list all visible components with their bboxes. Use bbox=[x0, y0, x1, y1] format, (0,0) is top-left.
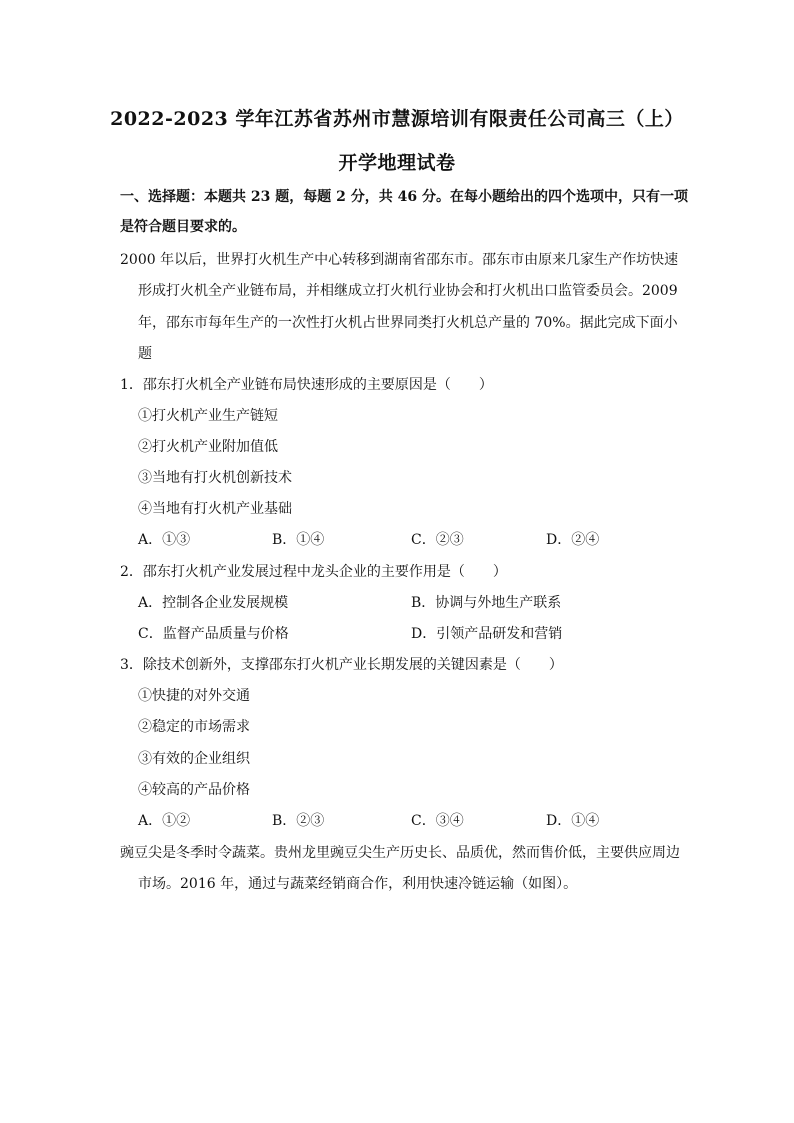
question-2-option-d[interactable]: D．引领产品研发和营销 bbox=[411, 626, 563, 642]
exam-title-line-2: 开学地理试卷 bbox=[338, 152, 456, 174]
question-1-option-b[interactable]: B．①④ bbox=[272, 532, 325, 548]
passage-1-line-4: 题 bbox=[138, 346, 152, 362]
passage-1-line-3: 年，邵东市每年生产的一次性打火机占世界同类打火机总产量的 70%。据此完成下面小 bbox=[138, 315, 678, 331]
question-1-item-3: ③当地有打火机创新技术 bbox=[138, 470, 292, 486]
question-1-option-a[interactable]: A．①③ bbox=[138, 532, 191, 548]
question-3-item-3: ③有效的企业组织 bbox=[138, 751, 250, 767]
question-1-stem: 1．邵东打火机全产业链布局快速形成的主要原因是（ ） bbox=[120, 377, 493, 393]
question-2-option-b[interactable]: B．协调与外地生产联系 bbox=[411, 595, 562, 611]
question-3-option-d[interactable]: D．①④ bbox=[546, 813, 600, 829]
question-3-stem: 3．除技术创新外，支撑邵东打火机产业长期发展的关键因素是（ ） bbox=[120, 657, 563, 673]
question-3-option-c[interactable]: C．③④ bbox=[411, 813, 464, 829]
question-1-option-d[interactable]: D．②④ bbox=[546, 532, 600, 548]
passage-2-line-2: 市场。2016 年，通过与蔬菜经销商合作，利用快速冷链运输（如图）。 bbox=[138, 876, 578, 892]
question-1-item-1: ①打火机产业生产链短 bbox=[138, 408, 278, 424]
passage-1-line-2: 形成打火机全产业链布局，并相继成立打火机行业协会和打火机出口监管委员会。2009 bbox=[138, 283, 678, 299]
question-3-option-a[interactable]: A．①② bbox=[138, 813, 191, 829]
question-3-option-b[interactable]: B．②③ bbox=[272, 813, 325, 829]
question-3-item-4: ④较高的产品价格 bbox=[138, 782, 250, 798]
section-instruction-line-2: 是符合题目要求的。 bbox=[120, 219, 246, 235]
question-1-item-2: ②打火机产业附加值低 bbox=[138, 439, 278, 455]
question-1-item-4: ④当地有打火机产业基础 bbox=[138, 501, 292, 517]
passage-2-line-1: 豌豆尖是冬季时令蔬菜。贵州龙里豌豆尖生产历史长、品质优，然而售价低，主要供应周边 bbox=[120, 845, 680, 861]
section-instruction-line-1: 一、选择题：本题共 23 题，每题 2 分，共 46 分。在每小题给出的四个选项中，只有一项 bbox=[120, 189, 688, 205]
question-3-item-1: ①快捷的对外交通 bbox=[138, 688, 250, 704]
exam-title-line-1: 2022-2023 学年江苏省苏州市慧源培训有限责任公司高三（上） bbox=[110, 108, 684, 130]
passage-1-line-1: 2000 年以后，世界打火机生产中心转移到湖南省邵东市。邵东市由原来几家生产作坊快速 bbox=[120, 252, 679, 268]
question-2-option-a[interactable]: A．控制各企业发展规模 bbox=[138, 595, 289, 611]
question-2-stem: 2．邵东打火机产业发展过程中龙头企业的主要作用是（ ） bbox=[120, 564, 507, 580]
question-2-option-c[interactable]: C．监督产品质量与价格 bbox=[138, 626, 289, 642]
question-3-item-2: ②稳定的市场需求 bbox=[138, 719, 250, 735]
question-1-option-c[interactable]: C．②③ bbox=[411, 532, 464, 548]
